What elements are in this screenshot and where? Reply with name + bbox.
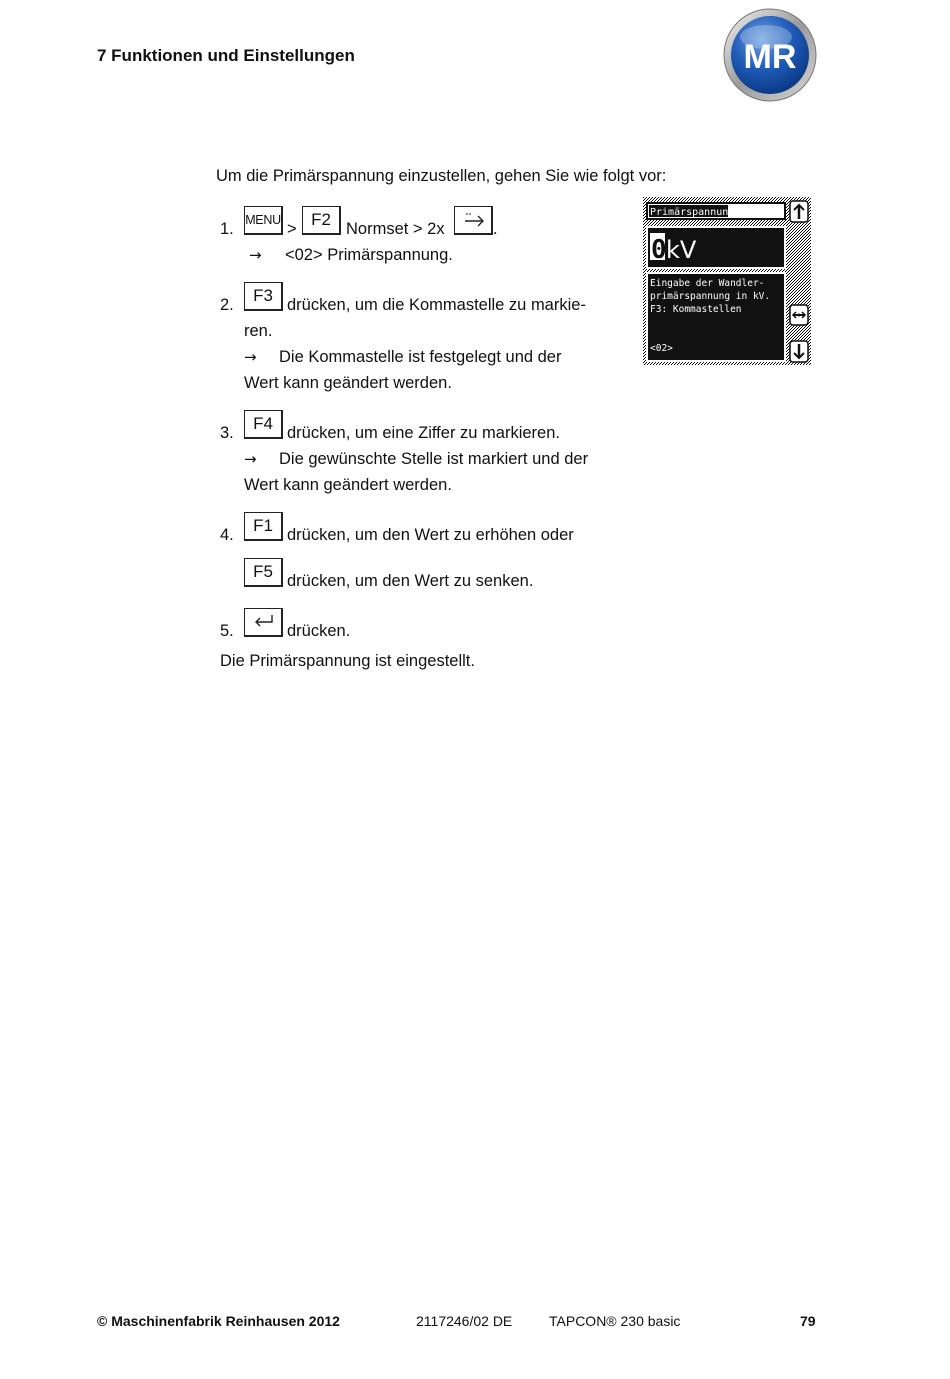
step-2-number: 2. [220, 296, 234, 314]
footer-page-number: 79 [800, 1313, 816, 1329]
step-4-text: drücken, um den Wert zu erhöhen oder [287, 526, 574, 544]
footer-doc-number: 2117246/02 DE [416, 1313, 513, 1329]
step-3-result-line1: Die gewünschte Stelle ist markiert und der [279, 450, 589, 468]
step-3-result-line2: Wert kann geändert werden. [244, 476, 452, 494]
device-help-line3: F3: Kommastellen [650, 304, 742, 315]
f1-key: F1 [244, 512, 283, 541]
step-1-end: . [493, 220, 498, 238]
step-5-number: 5. [220, 622, 234, 640]
page-header-title: 7 Funktionen und Einstellungen [97, 46, 355, 65]
device-value-digit: 0 [651, 235, 667, 265]
step-4-number: 4. [220, 526, 234, 544]
enter-key [244, 608, 283, 637]
device-help-line2: primärspannung in kV. [650, 291, 771, 302]
menu-key: MENU [244, 206, 283, 235]
f3-key: F3 [244, 282, 283, 311]
step-3-text: drücken, um eine Ziffer zu markieren. [287, 424, 560, 442]
device-help-line1: Eingabe der Wandler- [650, 278, 765, 289]
step-2-result-line2: Wert kann geändert werden. [244, 374, 452, 392]
right-arrow-key [454, 206, 493, 235]
step-1-number: 1. [220, 220, 234, 238]
right-arrow-icon [456, 207, 491, 232]
step-3-result-arrow: → [244, 450, 257, 468]
step-2-text: drücken, um die Kommastelle zu markie- [287, 296, 586, 314]
step-2-result-arrow: → [244, 348, 257, 366]
device-value-unit: kV [666, 236, 697, 264]
conclusion-text: Die Primärspannung ist eingestellt. [220, 652, 475, 670]
mr-logo [722, 7, 818, 103]
f5-key: F5 [244, 558, 283, 587]
step-1-result: <02> Primärspannung. [285, 246, 453, 264]
step-3-number: 3. [220, 424, 234, 442]
down-arrow-icon [790, 341, 808, 362]
step-4-text-b: drücken, um den Wert zu senken. [287, 572, 534, 590]
device-title: Primärspannung [650, 207, 735, 218]
device-display-screenshot [643, 197, 811, 365]
decimal-shift-icon [790, 305, 808, 325]
f4-key: F4 [244, 410, 283, 439]
step-1-separator: > [287, 220, 297, 238]
step-2-text-cont: ren. [244, 322, 273, 340]
step-2-result-line1: Die Kommastelle ist festgelegt und der [279, 348, 562, 366]
footer-copyright: © Maschinenfabrik Reinhausen 2012 [97, 1313, 340, 1329]
step-1-result-arrow: → [249, 246, 262, 264]
f2-key: F2 [302, 206, 341, 235]
step-1-text: Normset > 2x [346, 220, 445, 238]
intro-text: Um die Primärspannung einzustellen, gehen Sie wie folgt vor: [216, 167, 667, 185]
step-5-text: drücken. [287, 622, 351, 640]
footer-product: TAPCON® 230 basic [549, 1313, 681, 1329]
up-arrow-icon [790, 201, 808, 222]
device-code: <02> [650, 343, 673, 354]
logo-text: MR [743, 38, 797, 76]
enter-icon [246, 609, 281, 634]
